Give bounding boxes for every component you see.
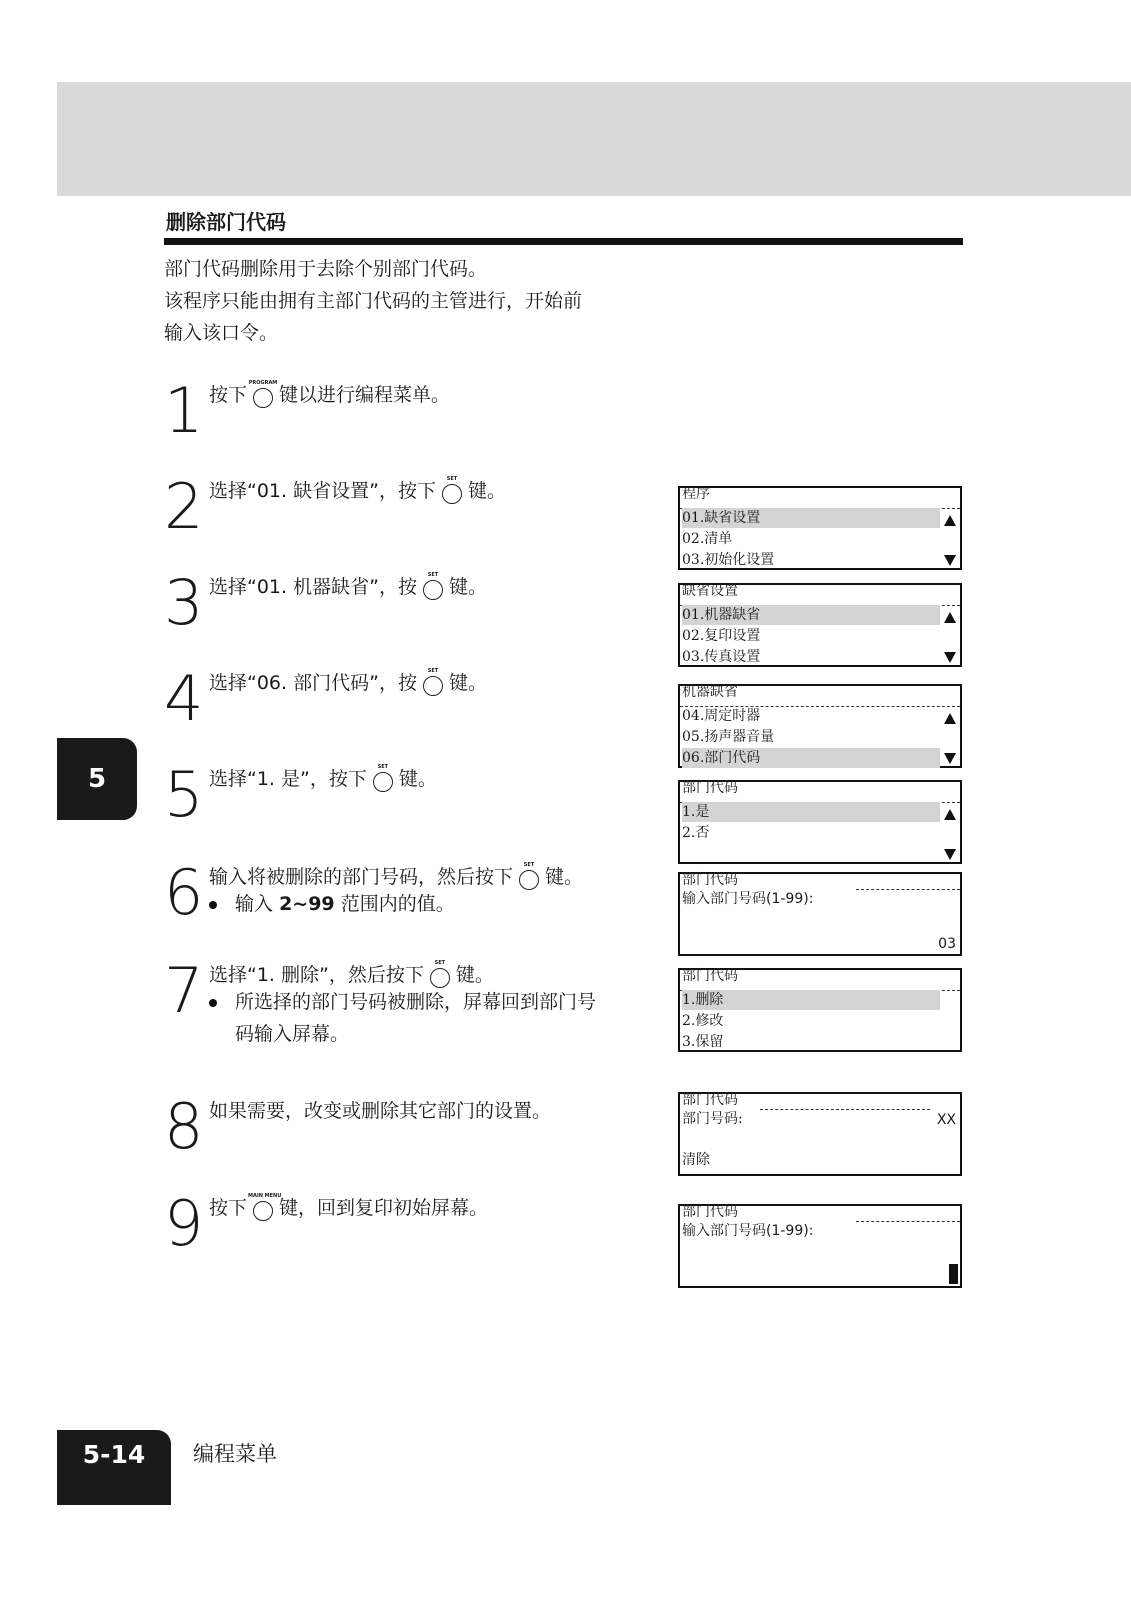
cursor-icon: [949, 1264, 958, 1284]
key-caption: SET: [523, 861, 535, 868]
scroll-down-icon: [944, 753, 956, 764]
lcd-range: (1-99):: [766, 1223, 814, 1239]
step-text: [209, 667, 629, 696]
set-key-icon: [422, 571, 444, 600]
step-number: 4: [164, 662, 202, 735]
scroll-down-icon: [944, 555, 956, 566]
step-text: [209, 959, 629, 988]
lcd-divider: [856, 889, 960, 890]
lcd-row: 04.周定时器: [682, 708, 761, 724]
intro-line: 该程序只能由拥有主部门代码的主管进行，开始前: [164, 290, 583, 312]
step-text-post: 键。: [545, 866, 584, 888]
step-text-post: 键。: [398, 768, 437, 790]
intro-text: [164, 253, 644, 349]
lcd-row-selected: 01.机器缺省: [682, 605, 940, 625]
lcd-prompt: [682, 1221, 813, 1241]
lcd-row-selected: 06.部门代码: [682, 748, 940, 768]
step-text: [209, 571, 629, 600]
lcd-row: 05.扬声器音量: [682, 729, 775, 745]
lcd-row: 02.清单: [682, 531, 733, 547]
note-range: 2~99: [279, 893, 335, 915]
step-note: [209, 888, 649, 920]
step-text-post: 键。: [448, 576, 487, 598]
note-text: 范围内的值。: [340, 893, 455, 915]
lcd-screen: [678, 486, 962, 570]
step-text-post: 键。: [467, 480, 506, 502]
key-caption: SET: [427, 571, 439, 578]
step-text-post: 键以进行编程菜单。: [279, 384, 451, 406]
lcd-row: 03.传真设置: [682, 649, 761, 665]
step-text-post: 键，回到复印初始屏幕。: [279, 1197, 489, 1219]
lcd-row: 3.保留: [682, 1034, 724, 1050]
step-text: 如果需要，改变或删除其它部门的设置。: [209, 1100, 552, 1122]
key-caption: SET: [377, 763, 389, 770]
step-text: [209, 763, 629, 792]
set-key-icon: [441, 475, 463, 504]
section-title: 删除部门代码: [166, 210, 286, 234]
lcd-title: 程序: [682, 486, 710, 502]
step-number: 5: [164, 758, 202, 831]
lcd-screen: [678, 872, 962, 956]
step-text-pre: 按下: [209, 384, 248, 406]
scroll-up-icon: [944, 612, 956, 623]
lcd-row: 2.否: [682, 825, 710, 841]
lcd-screen: [678, 583, 962, 667]
scroll-up-icon: [944, 809, 956, 820]
title-rule: [164, 238, 963, 245]
step-text-pre: 选择“01. 缺省设置”，按下: [209, 480, 436, 502]
bullet-icon: [209, 999, 217, 1007]
step-text-pre: 按下: [209, 1197, 248, 1219]
lcd-screen: [678, 968, 962, 1052]
step-number: 2: [164, 470, 202, 543]
step-number: 7: [164, 954, 202, 1027]
step-text-pre: 选择“1. 删除”，然后按下: [209, 964, 424, 986]
lcd-screen: [678, 1092, 962, 1176]
lcd-row: 03.初始化设置: [682, 552, 775, 568]
lcd-divider: [760, 1109, 930, 1110]
lcd-row-selected: 1.是: [682, 802, 940, 822]
set-key-icon: [429, 959, 451, 988]
scroll-down-icon: [944, 652, 956, 663]
step-text: [209, 475, 629, 504]
chapter-tab: 5: [57, 738, 137, 820]
program-key-icon: [248, 379, 278, 408]
step-text-pre: 选择“06. 部门代码”，按: [209, 672, 417, 694]
bullet-icon: [209, 901, 217, 909]
step-text: [209, 1192, 629, 1221]
lcd-title: 部门代码: [682, 1092, 738, 1108]
header-band: [57, 82, 1131, 196]
scroll-up-icon: [944, 713, 956, 724]
lcd-title: 部门代码: [682, 780, 738, 796]
lcd-row-selected: 01.缺省设置: [682, 508, 940, 528]
lcd-title: 机器缺省: [682, 684, 738, 700]
lcd-screen: [678, 1204, 962, 1288]
step-number: 3: [164, 566, 202, 639]
note-text: 码输入屏幕。: [235, 1023, 350, 1045]
lcd-value: XX: [936, 1112, 956, 1128]
lcd-title: 缺省设置: [682, 583, 738, 599]
step-number: 9: [164, 1187, 202, 1260]
lcd-action: 清除: [682, 1152, 710, 1168]
lcd-prompt-label: 输入部门号码: [682, 1223, 766, 1239]
key-caption: PROGRAM: [248, 379, 278, 386]
lcd-label: 部门号码:: [682, 1111, 743, 1127]
lcd-divider: [856, 1221, 960, 1222]
lcd-screen: [678, 684, 962, 768]
lcd-prompt-label: 输入部门号码: [682, 891, 766, 907]
step-note: [209, 986, 649, 1050]
note-text: 所选择的部门号码被删除，屏幕回到部门号: [235, 991, 597, 1013]
step-number: 8: [164, 1090, 202, 1163]
key-caption: SET: [427, 667, 439, 674]
step-number: 6: [164, 856, 202, 929]
set-key-icon: [422, 667, 444, 696]
lcd-title: 部门代码: [682, 872, 738, 888]
step-number: 1: [164, 374, 202, 447]
set-key-icon: [372, 763, 394, 792]
main-menu-key-icon: [248, 1192, 282, 1221]
step-text-post: 键。: [455, 964, 494, 986]
lcd-row: 02.复印设置: [682, 628, 761, 644]
step-text-pre: 输入将被删除的部门号码，然后按下: [209, 866, 514, 888]
lcd-range: (1-99):: [766, 891, 814, 907]
note-text: 输入: [235, 893, 274, 915]
lcd-screen: [678, 780, 962, 864]
step-text: [209, 861, 629, 890]
lcd-input-value: 03: [938, 936, 956, 952]
scroll-down-icon: [944, 849, 956, 860]
intro-line: 部门代码删除用于去除个别部门代码。: [164, 258, 488, 280]
set-key-icon: [518, 861, 540, 890]
footer-title: 编程菜单: [193, 1442, 277, 1466]
lcd-row: 2.修改: [682, 1013, 724, 1029]
step-text-post: 键。: [448, 672, 487, 694]
step-text-pre: 选择“1. 是”，按下: [209, 768, 367, 790]
scroll-up-icon: [944, 515, 956, 526]
key-caption: MAIN MENU: [248, 1192, 282, 1199]
page-number-tab: 5-14: [57, 1430, 171, 1505]
lcd-title: 部门代码: [682, 1204, 738, 1220]
intro-line: 输入该口令。: [164, 322, 279, 344]
step-text: [209, 379, 629, 408]
key-caption: SET: [446, 475, 458, 482]
step-text-pre: 选择“01. 机器缺省”，按: [209, 576, 417, 598]
key-caption: SET: [434, 959, 446, 966]
lcd-title: 部门代码: [682, 968, 738, 984]
lcd-row-selected: 1.删除: [682, 990, 940, 1010]
lcd-prompt: [682, 889, 813, 909]
